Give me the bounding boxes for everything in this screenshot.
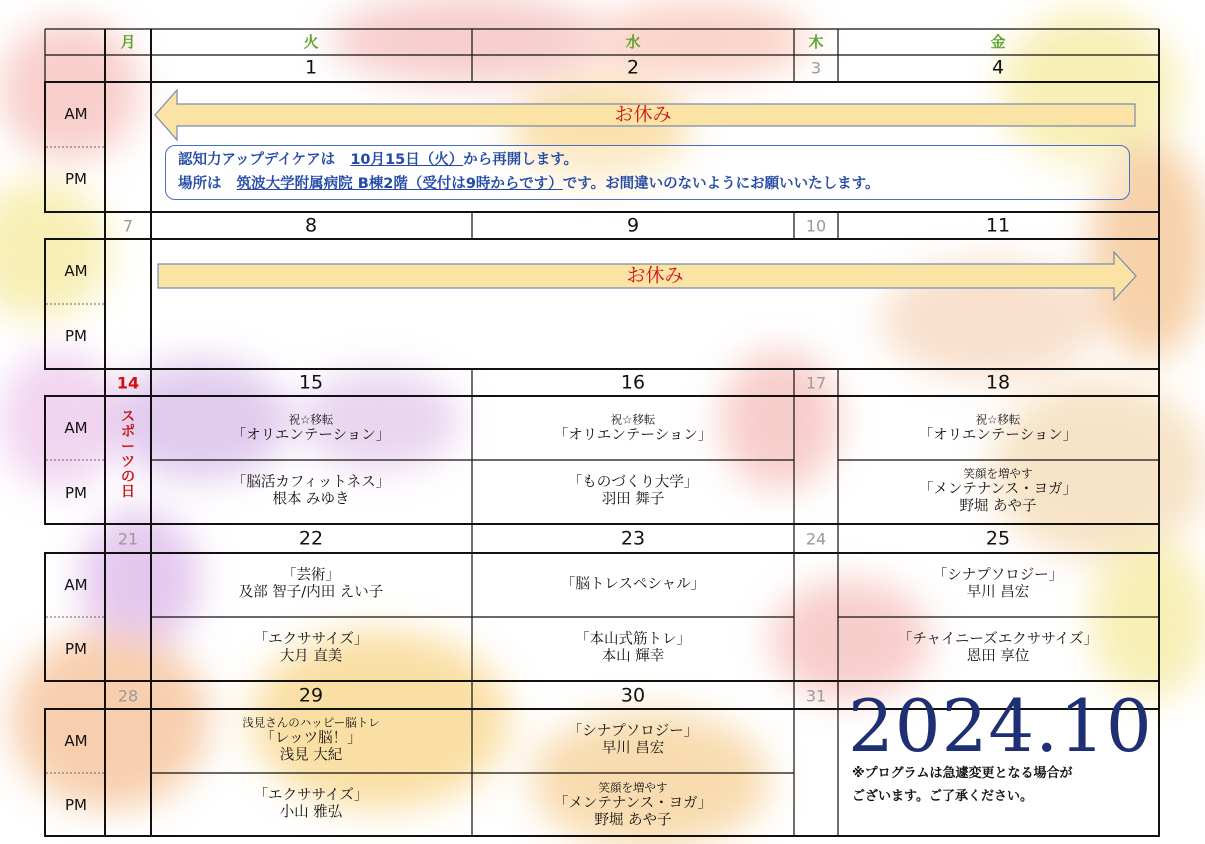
date-30: 30 — [620, 684, 646, 707]
year-month-title: 2024.10 — [848, 684, 1153, 768]
date-2: 2 — [626, 56, 640, 79]
weekday-tue: 火 — [303, 33, 319, 51]
weekday-fri: 金 — [990, 33, 1006, 51]
am-label: AM — [64, 576, 88, 594]
notice-line-1 — [178, 148, 1129, 172]
event-person: 野堀 あや子 — [594, 812, 672, 829]
pm-label: PM — [65, 796, 87, 814]
event-15-am — [232, 413, 391, 444]
notice-line-2 — [178, 172, 1129, 196]
event-22-am — [239, 568, 384, 603]
event-person: 及部 智子/内田 えい子 — [238, 585, 384, 601]
holiday-label: ス ポ ー ツ の 日 — [121, 409, 135, 500]
date-15: 15 — [298, 371, 324, 394]
date-10: 10 — [805, 216, 827, 236]
date-21: 21 — [117, 529, 139, 549]
event-subtitle: 笑顔を増やす — [963, 466, 1033, 481]
schedule-note — [852, 762, 1073, 808]
note-line-1: ※プログラムは急遽変更となる場合が — [852, 766, 1073, 781]
event-25-pm — [898, 632, 1098, 667]
event-title: 「メンテナンス・ヨガ」 — [918, 481, 1078, 498]
note-line-2: ございます。ご了承ください。 — [852, 789, 1033, 804]
event-subtitle: 祝☆移転 — [288, 412, 334, 427]
date-17: 17 — [805, 373, 827, 393]
date-28: 28 — [117, 686, 139, 706]
event-title: 「ものづくり大学」 — [567, 474, 699, 491]
notice-text: 認知力アップデイケアは — [178, 152, 336, 168]
event-title: 「オリエンテーション」 — [553, 427, 713, 444]
event-16-pm — [568, 475, 699, 510]
weekday-thu: 木 — [808, 33, 824, 51]
event-title: 「本山式筋トレ」 — [575, 631, 691, 648]
date-18: 18 — [985, 371, 1011, 394]
event-person: 大月 直美 — [279, 649, 343, 665]
am-label: AM — [64, 419, 88, 437]
event-title: 「脳トレスペシャル」 — [560, 576, 706, 593]
event-23-am — [561, 576, 705, 593]
event-25-am — [933, 568, 1064, 603]
event-person: 早川 昌宏 — [601, 741, 665, 757]
date-29: 29 — [298, 684, 324, 707]
event-person: 恩田 享位 — [966, 649, 1030, 665]
event-title: 「オリエンテーション」 — [918, 427, 1078, 444]
notice-text: から再開します。 — [463, 152, 579, 168]
date-23: 23 — [620, 527, 646, 550]
event-person: 早川 昌宏 — [966, 585, 1030, 601]
closed-label: お休み — [614, 103, 672, 126]
pm-label: PM — [65, 640, 87, 658]
pm-label: PM — [65, 170, 87, 188]
event-15-pm — [232, 475, 390, 510]
event-title: 「脳活カフィットネス」 — [231, 474, 391, 491]
date-24: 24 — [805, 529, 827, 549]
date-14: 14 — [116, 373, 140, 393]
event-person: 浅見 大紀 — [279, 747, 343, 764]
event-subtitle: 祝☆移転 — [975, 412, 1021, 427]
notice-text: 場所は — [178, 176, 222, 192]
pm-label: PM — [65, 327, 87, 345]
event-title: 「芸術」 — [281, 567, 340, 584]
event-16-am — [554, 413, 713, 444]
am-label: AM — [64, 262, 88, 280]
event-title: 「シナプソロジー」 — [567, 723, 699, 740]
event-29-pm — [254, 788, 369, 823]
event-title: 「エクササイズ」 — [253, 787, 369, 804]
event-23-pm — [575, 632, 691, 667]
event-title: 「シナプソロジー」 — [932, 567, 1064, 584]
event-subtitle: 浅見さんのハッピー脳トレ — [242, 715, 380, 730]
date-31: 31 — [805, 686, 827, 706]
event-22-pm — [254, 632, 369, 667]
date-8: 8 — [304, 214, 318, 237]
closed-label: お休み — [626, 264, 684, 287]
am-label: AM — [64, 732, 88, 750]
weekday-mon: 月 — [120, 33, 136, 51]
notice-location: 筑波大学附属病院 B棟2階（受付は9時からです） — [236, 176, 563, 192]
event-29-am — [242, 717, 380, 766]
event-subtitle: 祝☆移転 — [610, 412, 656, 427]
notice-date: 10月15日（火） — [350, 152, 464, 168]
event-person: 根本 みゆき — [272, 492, 350, 508]
date-9: 9 — [626, 214, 640, 237]
event-title: 「レッツ脳！」 — [260, 730, 362, 747]
event-person: 本山 輝幸 — [601, 649, 665, 665]
event-title: 「メンテナンス・ヨガ」 — [553, 795, 713, 812]
date-7: 7 — [122, 216, 134, 236]
date-11: 11 — [985, 214, 1011, 237]
event-30-pm — [554, 782, 712, 831]
event-title: 「エクササイズ」 — [253, 631, 369, 648]
event-18-am — [919, 413, 1078, 444]
weekday-wed: 水 — [625, 33, 641, 51]
event-person: 小山 雅弘 — [279, 805, 343, 821]
date-1: 1 — [304, 56, 318, 79]
event-title: 「オリエンテーション」 — [231, 427, 391, 444]
date-3: 3 — [810, 58, 822, 78]
notice-text: です。お間違いのないようにお願いいたします。 — [562, 176, 880, 192]
event-person: 羽田 舞子 — [601, 492, 665, 508]
date-16: 16 — [620, 371, 646, 394]
event-18-pm — [919, 468, 1077, 517]
am-label: AM — [64, 105, 88, 123]
event-subtitle: 笑顔を増やす — [598, 780, 668, 795]
pm-label: PM — [65, 484, 87, 502]
event-title: 「チャイニーズエクササイズ」 — [897, 631, 1099, 648]
reopen-notice — [165, 145, 1130, 200]
date-25: 25 — [985, 527, 1011, 550]
event-person: 野堀 あや子 — [959, 498, 1037, 515]
date-4: 4 — [991, 56, 1005, 79]
event-30-am — [568, 724, 699, 759]
date-22: 22 — [298, 527, 324, 550]
